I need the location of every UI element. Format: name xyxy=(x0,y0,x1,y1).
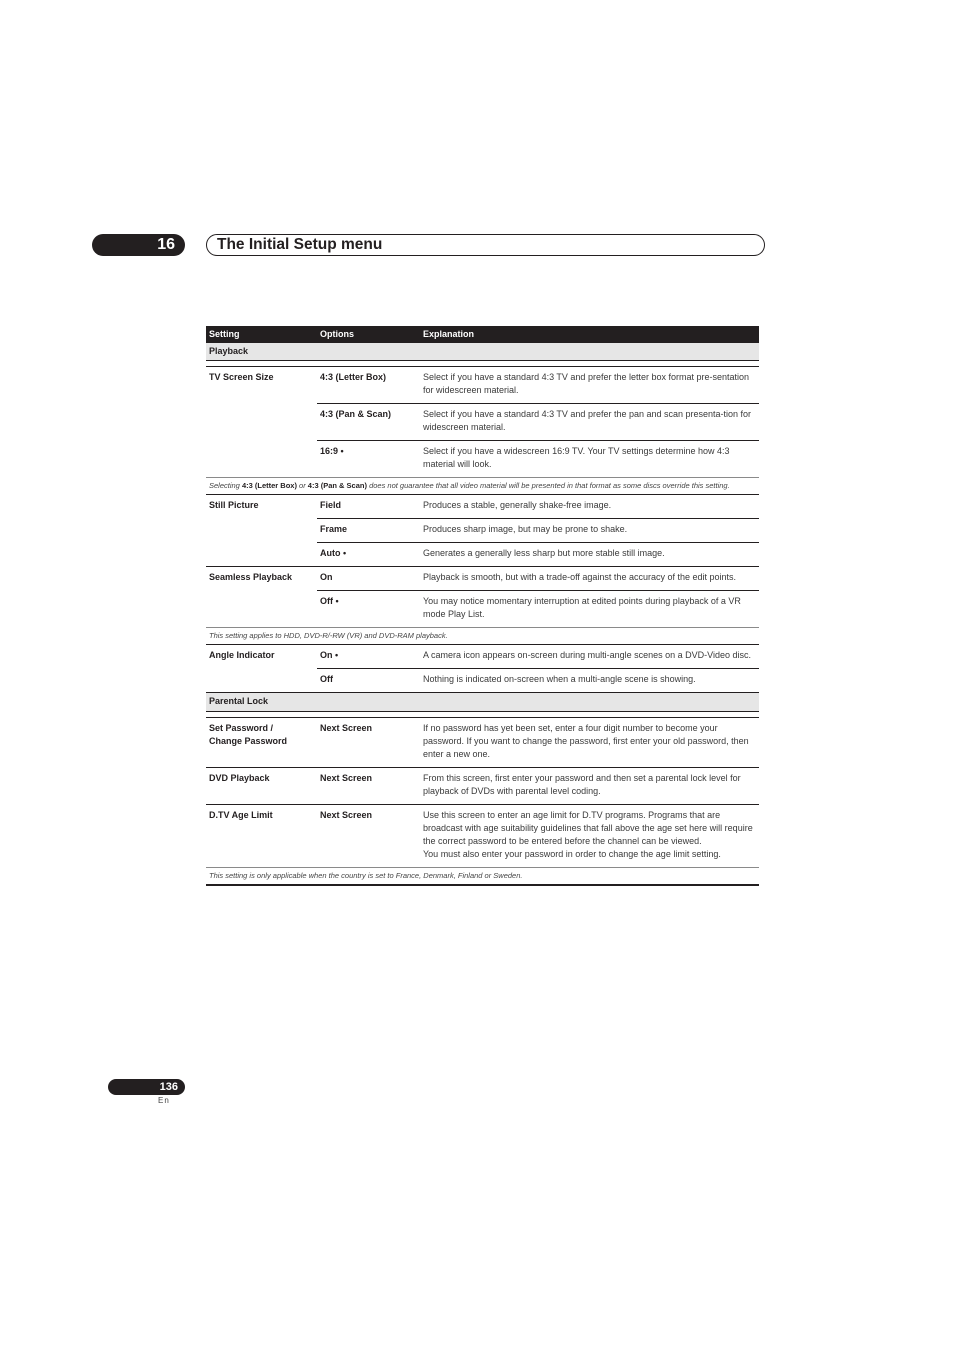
note-text: This setting applies to HDD, DVD-R/-RW (VR) and DVD-RAM playback. xyxy=(206,628,759,645)
option-label: Frame xyxy=(317,519,420,543)
option-explanation: You may notice momentary interruption at edited points during playback of a VR mode Play List. xyxy=(420,591,759,628)
option-explanation: Use this screen to enter an age limit for D.TV programs. Programs that are broadcast with age suitability guidelines that fall above the age set here will require the correct password to be entered before the channel can be viewed. You must also enter your password in order to change the age limit setting. xyxy=(420,805,759,868)
setting-name: Angle Indicator xyxy=(206,645,317,693)
option-explanation: Produces sharp image, but may be prone to shake. xyxy=(420,519,759,543)
table-note xyxy=(206,628,759,645)
option-explanation: Select if you have a standard 4:3 TV and prefer the letter box format pre-sentation for widescreen material. xyxy=(420,367,759,404)
table-row xyxy=(206,805,759,868)
language-code: En xyxy=(158,1096,170,1105)
option-label: On xyxy=(317,567,420,591)
option-label: Next Screen xyxy=(317,805,420,868)
option-label: Next Screen xyxy=(317,768,420,805)
table-row xyxy=(206,768,759,805)
chapter-title-bar xyxy=(206,234,765,256)
option-explanation: Produces a stable, generally shake-free image. xyxy=(420,495,759,519)
settings-table xyxy=(206,326,759,886)
page-number-badge: 136 xyxy=(108,1079,185,1095)
option-explanation: Generates a generally less sharp but more stable still image. xyxy=(420,543,759,567)
option-label: Off xyxy=(317,669,420,693)
chapter-title: The Initial Setup menu xyxy=(217,236,383,253)
option-label: 4:3 (Pan & Scan) xyxy=(317,404,420,441)
note-text: Selecting 4:3 (Letter Box) or 4:3 (Pan & Scan) does not guarantee that all video material will be presented in that format as some discs override this setting. xyxy=(206,478,759,495)
option-explanation: Nothing is indicated on-screen when a multi-angle scene is showing. xyxy=(420,669,759,693)
section-label: Parental Lock xyxy=(206,693,759,712)
option-label: Next Screen xyxy=(317,718,420,768)
option-label: On • xyxy=(317,645,420,669)
option-label: Field xyxy=(317,495,420,519)
setting-name: Set Password / Change Password xyxy=(206,718,317,768)
setting-name: D.TV Age Limit xyxy=(206,805,317,868)
option-explanation: A camera icon appears on-screen during multi-angle scenes on a DVD-Video disc. xyxy=(420,645,759,669)
option-label: 4:3 (Letter Box) xyxy=(317,367,420,404)
column-header-setting: Setting xyxy=(206,326,317,343)
option-explanation: Playback is smooth, but with a trade-off against the accuracy of the edit points. xyxy=(420,567,759,591)
note-text: This setting is only applicable when the country is set to France, Denmark, Finland or Sweden. xyxy=(206,868,759,886)
column-header-explanation: Explanation xyxy=(420,326,759,343)
option-label: 16:9 • xyxy=(317,441,420,478)
column-header-options: Options xyxy=(317,326,420,343)
section-row-parental-lock xyxy=(206,693,759,712)
option-label: Off • xyxy=(317,591,420,628)
option-explanation: Select if you have a standard 4:3 TV and prefer the pan and scan presenta-tion for widescreen material. xyxy=(420,404,759,441)
table-row xyxy=(206,495,759,519)
table-row xyxy=(206,567,759,591)
table-note xyxy=(206,868,759,886)
option-explanation: If no password has yet been set, enter a four digit number to become your password. If you want to change the password, first enter your old password, then enter a new one. xyxy=(420,718,759,768)
option-explanation: From this screen, first enter your password and then set a parental lock level for playback of DVDs with parental level coding. xyxy=(420,768,759,805)
setting-name: Still Picture xyxy=(206,495,317,567)
table-row xyxy=(206,367,759,404)
section-row-playback xyxy=(206,343,759,361)
table-note xyxy=(206,478,759,495)
table-row xyxy=(206,645,759,669)
setting-name: TV Screen Size xyxy=(206,367,317,478)
section-label: Playback xyxy=(206,343,759,361)
setting-name: DVD Playback xyxy=(206,768,317,805)
chapter-number-badge: 16 xyxy=(92,234,185,256)
setting-name: Seamless Playback xyxy=(206,567,317,628)
table-row xyxy=(206,718,759,768)
option-label: Auto • xyxy=(317,543,420,567)
option-explanation: Select if you have a widescreen 16:9 TV. Your TV settings determine how 4:3 material will look. xyxy=(420,441,759,478)
table-header-row xyxy=(206,326,759,343)
